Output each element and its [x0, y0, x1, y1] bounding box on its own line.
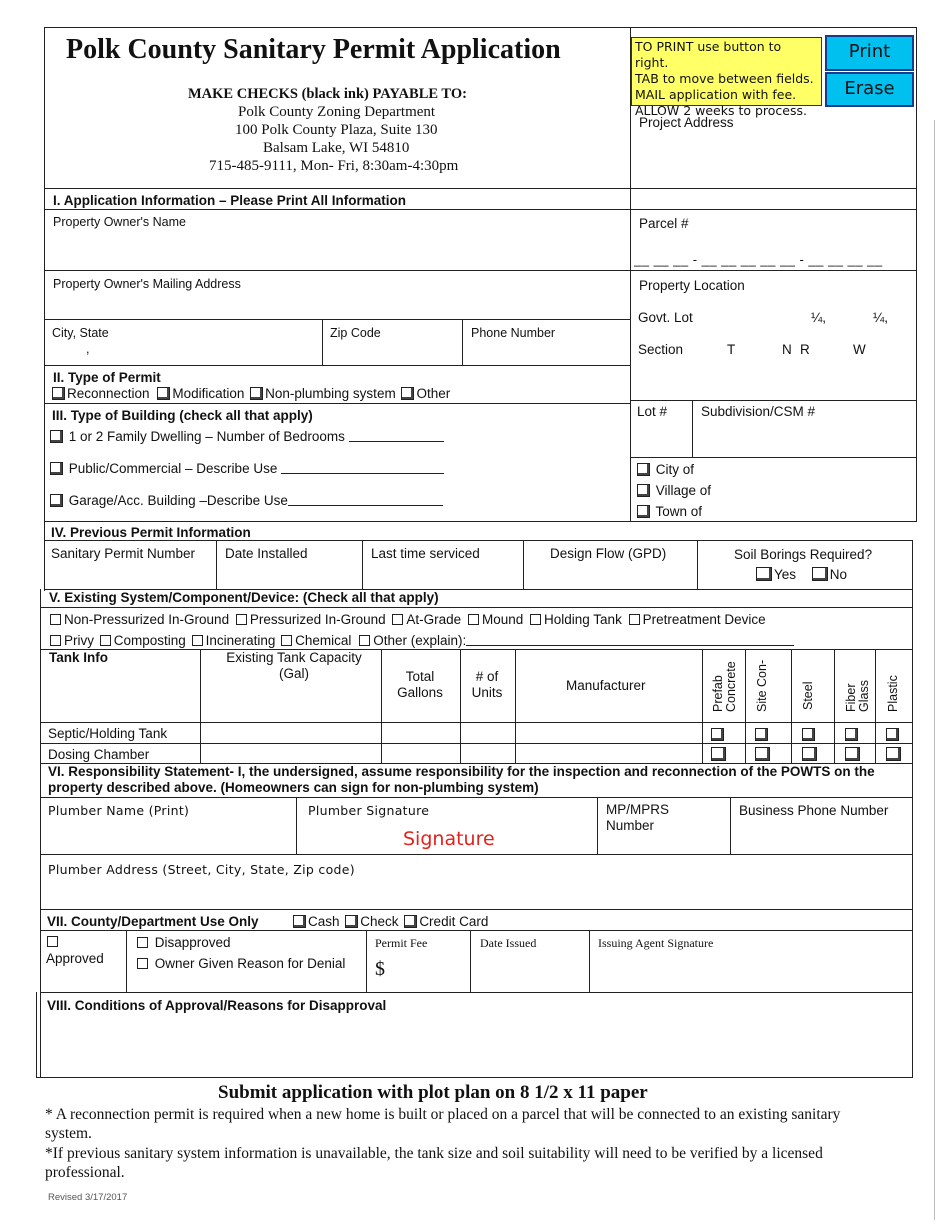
family-dwelling-checkbox[interactable]	[50, 430, 63, 443]
subdivision-label: Subdivision/CSM #	[701, 404, 816, 419]
phone-number-label: Phone Number	[471, 326, 556, 340]
range-label: R	[800, 342, 810, 357]
village-of-option[interactable]	[637, 483, 711, 499]
approved-label: Approved	[46, 951, 104, 966]
disapproved-checkbox[interactable]	[137, 937, 148, 948]
privy-label: Privy	[64, 633, 94, 648]
commercial-label: Public/Commercial – Describe Use	[68, 461, 278, 476]
units-label: # of Units	[471, 669, 503, 700]
scan-edge	[934, 120, 935, 1220]
dept-phone-hours: 715-485-9111, Mon- Fri, 8:30am-4:30pm	[209, 158, 459, 174]
city-of-label: City of	[655, 462, 695, 477]
mound-label: Mound	[481, 612, 524, 627]
material-plastic-label: Plastic	[886, 675, 900, 712]
verification-note: *If previous sanitary system information is unavailable, the tank size and soil suitability will need to be verified by a licensed professional.	[45, 1145, 823, 1181]
permit-type-options	[52, 386, 450, 402]
mailing-address-label: Property Owner's Mailing Address	[53, 277, 241, 291]
make-checks-label: MAKE CHECKS (black ink) PAYABLE TO:	[188, 86, 467, 102]
revision-date: Revised 3/17/2017	[48, 1192, 128, 1203]
pressurized-label: Pressurized In-Ground	[249, 612, 386, 627]
section-label: Section	[638, 342, 684, 357]
garage-label: Garage/Acc. Building –Describe Use	[68, 493, 288, 508]
septic-prefab-checkbox[interactable]	[711, 728, 724, 741]
approved-checkbox[interactable]	[47, 936, 58, 947]
west-label: W	[853, 342, 866, 357]
dept-street: 100 Polk County Plaza, Suite 130	[235, 122, 438, 138]
city-state-label: City, State	[52, 326, 109, 340]
owner-reason-label: Owner Given Reason for Denial	[154, 956, 346, 971]
septic-steel-checkbox[interactable]	[802, 728, 815, 741]
erase-button[interactable]: Erase	[825, 72, 914, 107]
signature-field[interactable]: Signature	[403, 828, 495, 850]
permit-number-label: Sanitary Permit Number	[51, 546, 196, 561]
modification-checkbox[interactable]	[157, 387, 170, 400]
property-location-label: Property Location	[639, 278, 745, 293]
quarter-one: ¼,	[811, 310, 827, 325]
page-title: Polk County Sanitary Permit Application	[66, 34, 561, 65]
material-prefab-label: Prefab Concrete	[711, 661, 738, 712]
commercial-checkbox[interactable]	[50, 462, 63, 475]
septic-plastic-checkbox[interactable]	[886, 728, 899, 741]
parcel-number-field[interactable]: __ __ __ - __ __ __ __ __ - __ __ __ __	[634, 252, 883, 267]
issuing-agent-label: Issuing Agent Signature	[598, 936, 714, 950]
instruction-allow: ALLOW 2 weeks to process.	[635, 103, 807, 118]
north-label: N	[782, 342, 792, 357]
instruction-print: TO PRINT use button to right.	[635, 39, 782, 70]
other-permit-label: Other	[416, 386, 451, 401]
town-of-checkbox[interactable]	[637, 505, 650, 518]
mound-checkbox[interactable]	[468, 614, 479, 625]
material-site-label: Site Con-	[755, 659, 769, 712]
permit-fee-label: Permit Fee	[375, 936, 428, 950]
section-4-heading: IV. Previous Permit Information	[51, 525, 251, 540]
parcel-label: Parcel #	[639, 216, 689, 231]
chemical-label: Chemical	[295, 633, 352, 648]
soil-borings-options	[756, 567, 847, 583]
town-of-label: Town of	[655, 504, 703, 519]
plumber-address-field[interactable]	[42, 880, 910, 907]
disapproved-label: Disapproved	[154, 935, 231, 950]
chemical-checkbox[interactable]	[281, 635, 292, 646]
section-5-heading: V. Existing System/Component/Device: (Check all that apply)	[49, 590, 439, 605]
plumber-signature-label: Plumber Signature	[308, 803, 430, 818]
date-issued-label: Date Issued	[480, 936, 537, 950]
holding-tank-label: Holding Tank	[544, 612, 622, 627]
reconnection-checkbox[interactable]	[52, 387, 65, 400]
instruction-tab: TAB to move between fields.	[635, 71, 814, 86]
septic-tank-label: Septic/Holding Tank	[48, 726, 168, 741]
section-1-heading: I. Application Information – Please Print All Information	[53, 193, 407, 208]
dept-city: Balsam Lake, WI 54810	[263, 140, 410, 156]
zip-code-label: Zip Code	[330, 326, 381, 340]
owner-reason-option	[137, 956, 345, 972]
tank-info-label: Tank Info	[49, 650, 108, 665]
at-grade-label: At-Grade	[406, 612, 462, 627]
mailing-address-field[interactable]	[46, 294, 628, 318]
dosing-prefab-checkbox[interactable]	[711, 747, 726, 761]
cash-label: Cash	[308, 914, 340, 929]
conditions-field[interactable]	[40, 1016, 910, 1074]
non-plumbing-checkbox[interactable]	[250, 387, 263, 400]
reconnection-label: Reconnection	[67, 386, 150, 401]
other-system-label: Other (explain):	[373, 633, 467, 648]
project-address-field[interactable]	[632, 132, 914, 186]
reconnection-note: * A reconnection permit is required when a new home is built or placed on a parcel that will be connected to an existing sanitary system.	[45, 1106, 841, 1142]
dollar-sign: $	[375, 958, 385, 980]
family-dwelling-option	[50, 429, 444, 445]
business-phone-label: Business Phone Number	[739, 803, 889, 818]
soil-borings-label: Soil Borings Required?	[734, 547, 873, 562]
village-of-label: Village of	[655, 483, 712, 498]
town-of-option[interactable]	[637, 504, 702, 520]
dosing-chamber-label: Dosing Chamber	[48, 747, 150, 762]
incinerating-checkbox[interactable]	[192, 635, 203, 646]
govt-lot-label: Govt. Lot	[638, 310, 693, 325]
section-3-heading: III. Type of Building (check all that apply)	[52, 408, 313, 423]
total-gallons-label: Total Gallons	[397, 669, 443, 700]
check-label: Check	[360, 914, 399, 929]
pressurized-checkbox[interactable]	[236, 614, 247, 625]
other-system-field[interactable]	[466, 643, 794, 646]
soil-no-label: No	[829, 567, 848, 582]
city-of-option[interactable]	[637, 462, 694, 478]
mpmprs-label: MP/MPRS Number	[606, 802, 670, 833]
other-system-checkbox[interactable]	[359, 635, 370, 646]
owner-reason-checkbox[interactable]	[137, 958, 148, 969]
section-7-heading: VII. County/Department Use Only	[47, 914, 259, 929]
soil-yes-checkbox[interactable]	[756, 567, 772, 581]
village-of-checkbox[interactable]	[637, 484, 650, 497]
last-serviced-label: Last time serviced	[371, 546, 480, 561]
bedrooms-field[interactable]	[349, 429, 444, 442]
credit-card-checkbox[interactable]	[404, 915, 417, 928]
at-grade-checkbox[interactable]	[392, 614, 403, 625]
non-pressurized-label: Non-Pressurized In-Ground	[64, 612, 230, 627]
date-installed-label: Date Installed	[225, 546, 308, 561]
composting-checkbox[interactable]	[100, 635, 111, 646]
design-flow-label: Design Flow (GPD)	[550, 546, 667, 561]
check-checkbox[interactable]	[345, 915, 358, 928]
dosing-plastic-checkbox[interactable]	[886, 747, 901, 761]
township-label: T	[727, 342, 736, 357]
credit-card-label: Credit Card	[419, 914, 489, 929]
quarter-two: ¼,	[873, 310, 889, 325]
owner-name-label: Property Owner's Name	[53, 215, 186, 229]
system-row-1	[50, 612, 766, 628]
soil-no-checkbox[interactable]	[812, 567, 828, 581]
garage-option	[50, 493, 443, 509]
incinerating-label: Incinerating	[205, 633, 276, 648]
pretreatment-checkbox[interactable]	[629, 614, 640, 625]
project-address-label: Project Address	[639, 115, 734, 130]
family-dwelling-label: 1 or 2 Family Dwelling – Number of Bedrooms	[68, 429, 345, 444]
section-6-heading: VI. Responsibility Statement- I, the undersigned, assume responsibility for the inspection and reconnection of the POWTS on the property described above. (Homeowners can sign for non-plumbing system)	[48, 764, 875, 795]
cash-checkbox[interactable]	[293, 915, 306, 928]
composting-label: Composting	[113, 633, 186, 648]
city-state-field[interactable]: ,	[86, 342, 90, 356]
non-pressurized-checkbox[interactable]	[50, 614, 61, 625]
lot-number-label: Lot #	[637, 404, 668, 419]
non-plumbing-label: Non-plumbing system	[265, 386, 396, 401]
dosing-site-checkbox[interactable]	[755, 747, 770, 761]
dosing-fiber-checkbox[interactable]	[845, 747, 860, 761]
print-button[interactable]: Print	[825, 35, 914, 71]
owner-name-field[interactable]	[46, 232, 628, 268]
plumber-name-label: Plumber Name (Print)	[48, 803, 190, 818]
commercial-use-field[interactable]	[281, 461, 444, 474]
section-2-heading: II. Type of Permit	[53, 370, 161, 385]
modification-label: Modification	[172, 386, 245, 401]
other-permit-checkbox[interactable]	[401, 387, 414, 400]
garage-use-field[interactable]	[288, 493, 443, 506]
manufacturer-label: Manufacturer	[566, 678, 646, 693]
material-fiber-label: Fiber Glass	[844, 680, 871, 712]
privy-checkbox[interactable]	[50, 635, 61, 646]
garage-checkbox[interactable]	[50, 494, 63, 507]
commercial-option	[50, 461, 444, 477]
soil-yes-label: Yes	[774, 567, 797, 582]
septic-fiber-checkbox[interactable]	[845, 728, 858, 741]
plumber-address-label: Plumber Address (Street, City, State, Zip code)	[48, 862, 355, 877]
holding-tank-checkbox[interactable]	[530, 614, 541, 625]
instruction-mail: MAIL application with fee.	[635, 87, 797, 102]
dept-name: Polk County Zoning Department	[238, 104, 436, 120]
existing-capacity-label: Existing Tank Capacity (Gal)	[226, 650, 362, 681]
septic-site-checkbox[interactable]	[755, 728, 768, 741]
disapproved-option	[137, 935, 231, 951]
pretreatment-label: Pretreatment Device	[642, 612, 766, 627]
city-of-checkbox[interactable]	[637, 463, 650, 476]
section-8-heading: VIII. Conditions of Approval/Reasons for Disapproval	[47, 998, 387, 1013]
instructions-box	[631, 37, 822, 118]
system-row-2	[50, 633, 794, 649]
dosing-steel-checkbox[interactable]	[802, 747, 817, 761]
submit-instruction: Submit application with plot plan on 8 1/2 x 11 paper	[218, 1082, 648, 1103]
material-steel-label: Steel	[801, 681, 815, 710]
payment-options	[293, 914, 488, 930]
